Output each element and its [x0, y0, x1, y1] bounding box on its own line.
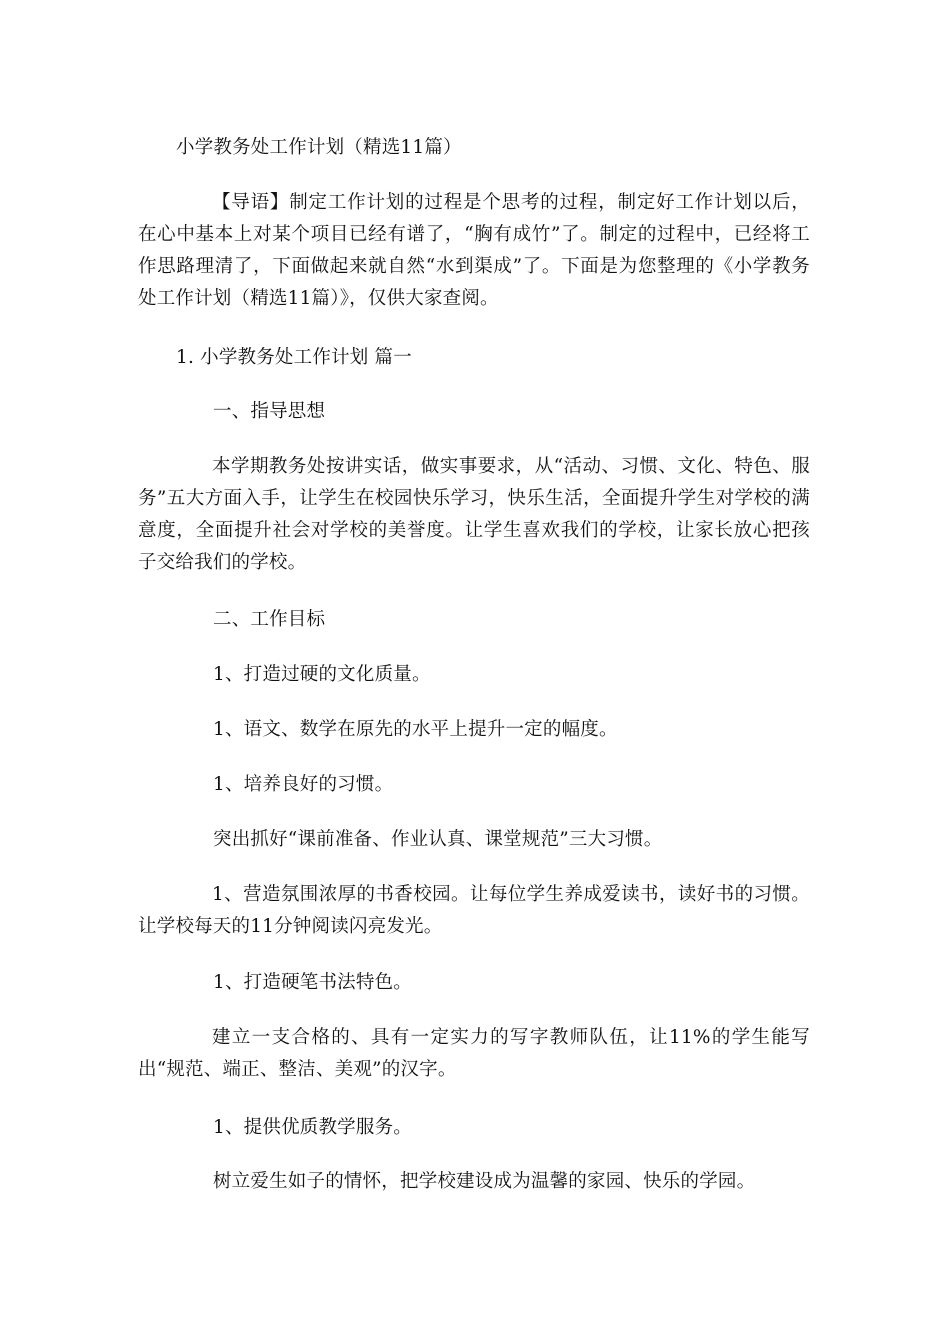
goal-item-teaching-service: 1、提供优质教学服务。 — [213, 1117, 412, 1138]
paragraph-service: 树立爱生如子的情怀，把学校建设成为温馨的家园、快乐的学园。 — [213, 1171, 756, 1192]
paragraph-guiding-ideology: 本学期教务处按讲实话，做实事要求，从“活动、习惯、文化、特色、服务”五大方面入手，让学生在校园快乐学习，快乐生活，全面提升学生对学校的满意度，全面提升社会对学校的美誉度。让学生喜欢我们的学校，让家长放心把孩子交给我们的学校。 — [138, 456, 810, 573]
paragraph-calligraphy: 建立一支合格的、具有一定实力的写字教师队伍，让11%的学生能写出“规范、端正、整洁、美观”的汉字。 — [138, 1027, 810, 1080]
goal-item-culture-quality: 1、打造过硬的文化质量。 — [213, 664, 431, 685]
heading-guiding-ideology: 一、指导思想 — [213, 401, 326, 422]
goal-item-good-habits: 1、培养良好的习惯。 — [213, 774, 394, 795]
goal-item-calligraphy: 1、打造硬笔书法特色。 — [213, 972, 412, 993]
document-title: 小学教务处工作计划（精选11篇） — [176, 137, 462, 158]
section-heading: 1. 小学教务处工作计划 篇一 — [176, 347, 412, 368]
goal-item-chinese-math: 1、语文、数学在原先的水平上提升一定的幅度。 — [213, 719, 618, 740]
heading-work-goals: 二、工作目标 — [213, 609, 326, 630]
paragraph-habits: 突出抓好“课前准备、作业认真、课堂规范”三大习惯。 — [213, 829, 663, 850]
intro-paragraph: 【导语】制定工作计划的过程是个思考的过程，制定好工作计划以后，在心中基本上对某个项目已经有谱了，“胸有成竹”了。制定的过程中，已经将工作思路理清了，下面做起来就自然“水到渠成”了。下面是为您整理的《小学教务处工作计划（精选11篇）》，仅供大家查阅。 — [138, 192, 810, 309]
goal-item-reading-campus: 1、营造氛围浓厚的书香校园。让每位学生养成爱读书，读好书的习惯。让学校每天的11分钟阅读闪亮发光。 — [138, 884, 810, 937]
